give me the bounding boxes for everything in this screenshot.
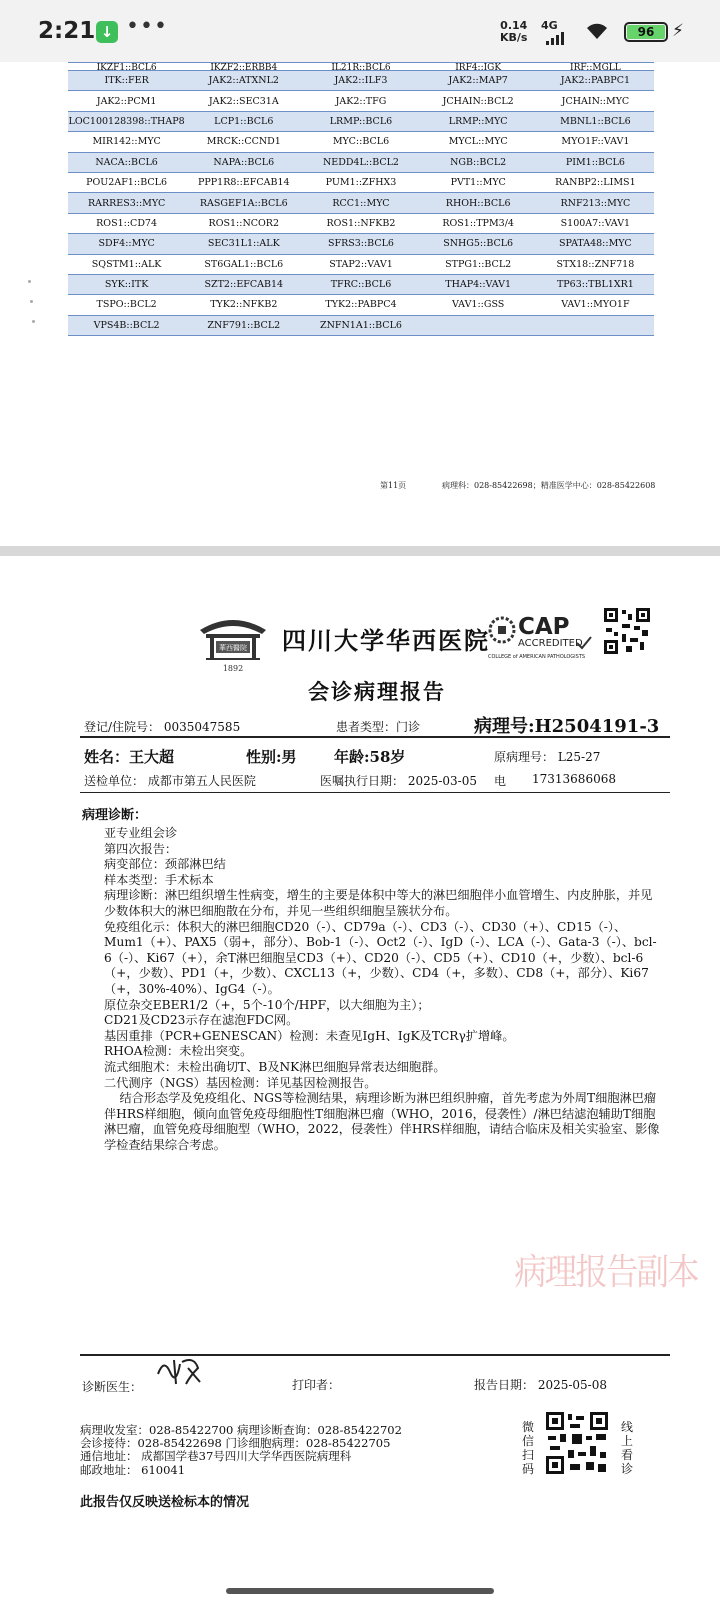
printer-label: 打印者： xyxy=(292,1378,341,1392)
diagnosis-line: 流式细胞术：未检出确切T、B及NK淋巴细胞异常表达细胞群。 xyxy=(104,1059,446,1074)
cap-accredited: ACCREDITED xyxy=(518,638,583,649)
table-row xyxy=(68,213,654,233)
diagnosis-line: 病理诊断：淋巴组织增生性病变，增生的主要是体积中等大的淋巴细胞伴小血管增生、内皮肿胀，并见少数体积大的淋巴细胞散在分布，并见一些组织细胞呈簇状分布。 xyxy=(104,888,653,918)
document-page-report[interactable] xyxy=(0,556,720,1586)
gene-fusion-cell: STAP2::VAV1 xyxy=(302,254,419,274)
page1-footer-contacts: 病理科：028-85422698；精准医学中心：028-85422608 xyxy=(442,481,656,490)
gene-fusion-cell: LRMP::MYC xyxy=(420,111,537,131)
gene-fusion-cell: MYCL::MYC xyxy=(420,132,537,152)
patient-type: 患者类型：门诊 xyxy=(336,720,421,734)
gene-fusion-cell: RASGEF1A::BCL6 xyxy=(185,193,302,213)
patient-age: 年龄:58岁 xyxy=(334,748,406,766)
gene-fusion-cell: JAK2::TFG xyxy=(302,91,419,111)
diagnosis-line: 免疫组化示：体积大的淋巴细胞CD20（-）、CD79a（-）、CD3（-）、CD30（+）、CD15（-）、Mum1（+）、PAX5（弱+，部分）、Bob-1（-）、Oct2（-）、IgD（-）、LCA（-）、Gata-3（-）、bcl-6（-）、Ki67（+），余T淋巴细胞呈CD3（+）、CD20（-）、CD5（+）、CD10（+，少数）、bcl-6（+，少数）、PD1（+，少数）、CXCL13（+，少数）、CD4（+，多数）、CD8（+，部分）、Ki67（+，30%-40%）、IgG4（-）。 xyxy=(104,919,657,996)
patient-info-divider xyxy=(80,792,670,793)
gene-fusion-cell: NGB::BCL2 xyxy=(420,152,537,172)
gene-fusion-cell: NEDD4L::BCL2 xyxy=(302,152,419,172)
gene-fusion-cell: TP63::TBL1XR1 xyxy=(537,274,654,294)
gene-fusion-cell: LOC100128398::THAP8 xyxy=(68,111,185,131)
gene-fusion-cell: IL21R::BCL6 xyxy=(302,63,419,71)
gene-fusion-cell: RNF213::MYC xyxy=(537,193,654,213)
table-row xyxy=(68,63,654,71)
table-row xyxy=(68,152,654,172)
gene-fusion-cell: STPG1::BCL2 xyxy=(420,254,537,274)
patient-name: 姓名：王大超 xyxy=(84,748,175,766)
original-pathology-number: 原病理号： L25-27 xyxy=(494,750,601,764)
diagnosis-line: 基因重排（PCR+GENESCAN）检测：未查见IgH、IgK及TCRγ扩增峰。 xyxy=(104,1028,515,1043)
gene-fusion-cell: TFRC::BCL6 xyxy=(302,274,419,294)
download-icon: ↓ xyxy=(96,21,118,43)
cap-subtitle: COLLEGE of AMERICAN PATHOLOGISTS xyxy=(488,654,586,660)
gene-fusion-cell: ITK::FER xyxy=(68,71,185,91)
gene-fusion-cell: IRF4::IGK xyxy=(420,63,537,71)
document-page-11[interactable] xyxy=(0,62,720,546)
gene-fusion-cell: SPATA48::MYC xyxy=(537,234,654,254)
table-row xyxy=(68,315,654,335)
cap-logo-text: CAP xyxy=(518,614,570,640)
table-row xyxy=(68,295,654,315)
gene-fusion-cell: IRF::MGLL xyxy=(537,63,654,71)
gene-fusion-cell: ST6GAL1::BCL6 xyxy=(185,254,302,274)
status-time: 2:21 xyxy=(38,18,96,44)
gene-fusion-cell: SZT2::EFCAB14 xyxy=(185,274,302,294)
checkmark-icon xyxy=(576,636,592,650)
gene-fusion-cell: IKZF1::BCL6 xyxy=(68,63,185,71)
gene-fusion-cell: PUM1::ZFHX3 xyxy=(302,172,419,192)
diagnosis-text xyxy=(104,826,664,1153)
gene-fusion-cell: VAV1::GSS xyxy=(420,295,537,315)
table-row xyxy=(68,71,654,91)
table-row xyxy=(68,274,654,294)
gene-fusion-cell: ROS1::TPM3/4 xyxy=(420,213,537,233)
gene-fusion-cell xyxy=(537,315,654,335)
gene-fusion-cell: SQSTM1::ALK xyxy=(68,254,185,274)
home-gesture-handle[interactable] xyxy=(226,1588,494,1594)
gene-fusion-cell: PPP1R8::EFCAB14 xyxy=(185,172,302,192)
diagnosis-line: 样本类型：手术标本 xyxy=(104,872,214,887)
gene-fusion-cell: VPS4B::BCL2 xyxy=(68,315,185,335)
wechat-scan-label: 微信扫码 xyxy=(521,1420,534,1476)
battery-level: 96 xyxy=(627,25,665,39)
online-consult-label: 线上看诊 xyxy=(620,1420,633,1476)
table-row xyxy=(68,193,654,213)
gene-fusion-cell: MRCK::CCND1 xyxy=(185,132,302,152)
diagnosis-line: 结合形态学及免疫组化、NGS等检测结果，病理诊断为淋巴组织肿瘤，首先考虑为外周T细胞淋巴瘤伴HRS样细胞，倾向血管免疫母细胞性T细胞淋巴瘤（WHO，2016，侵袭性）/淋巴结滤泡辅助T细胞淋巴瘤，血管免疫母细胞型（WHO，2022，侵袭性）伴HRS样细胞，请结合临床及相关实验室、影像学检查结果综合考虑。 xyxy=(104,1091,660,1152)
gene-fusion-cell: TYK2::PABPC4 xyxy=(302,295,419,315)
scan-speck xyxy=(32,320,35,323)
report-disclaimer: 此报告仅反映送检标本的情况 xyxy=(80,1495,250,1510)
gene-fusion-cell: SDF4::MYC xyxy=(68,234,185,254)
page-gap xyxy=(0,546,720,556)
gene-fusion-cell: JAK2::PABPC1 xyxy=(537,71,654,91)
gene-fusion-cell: ZNFN1A1::BCL6 xyxy=(302,315,419,335)
gene-fusion-cell: ZNF791::BCL2 xyxy=(185,315,302,335)
gene-fusion-cell: S100A7::VAV1 xyxy=(537,213,654,233)
scan-speck xyxy=(28,280,31,283)
gene-fusion-cell: IKZF2::ERBB4 xyxy=(185,63,302,71)
gene-fusion-cell xyxy=(420,315,537,335)
gene-fusion-cell: SEC31L1::ALK xyxy=(185,234,302,254)
gene-fusion-cell: JAK2::ILF3 xyxy=(302,71,419,91)
gene-fusion-cell: RARRES3::MYC xyxy=(68,193,185,213)
doctor-label: 诊断医生： xyxy=(82,1380,143,1394)
gene-fusion-cell: JAK2::PCM1 xyxy=(68,91,185,111)
table-row xyxy=(68,111,654,131)
pathology-number: 病理号:H2504191-3 xyxy=(474,716,660,737)
qr-code-header xyxy=(604,608,650,654)
fusion-gene-table xyxy=(68,62,654,336)
gene-fusion-cell: ROS1::NFKB2 xyxy=(302,213,419,233)
diagnosis-line: 二代测序（NGS）基因检测：详见基因检测报告。 xyxy=(104,1075,377,1090)
patient-sex: 性别:男 xyxy=(246,748,297,766)
registration-number: 登记/住院号： 0035047585 xyxy=(84,720,241,734)
table-row xyxy=(68,234,654,254)
huaxi-hospital-logo xyxy=(196,614,270,674)
gene-fusion-cell: PIM1::BCL6 xyxy=(537,152,654,172)
report-copy-stamp: 病理报告副本 xyxy=(514,1252,698,1293)
gene-fusion-cell: JAK2::SEC31A xyxy=(185,91,302,111)
hospital-name: 四川大学华西医院 xyxy=(282,626,490,655)
table-row xyxy=(68,172,654,192)
table-row xyxy=(68,254,654,274)
gene-fusion-cell: LCP1::BCL6 xyxy=(185,111,302,131)
cap-seal-icon xyxy=(488,616,516,644)
report-title: 会诊病理报告 xyxy=(308,679,446,704)
sending-unit: 送检单位： 成都市第五人民医院 xyxy=(84,774,256,788)
gene-fusion-cell: NACA::BCL6 xyxy=(68,152,185,172)
gene-fusion-cell: JAK2::MAP7 xyxy=(420,71,537,91)
gene-fusion-cell: MBNL1::BCL6 xyxy=(537,111,654,131)
diagnosis-line: 原位杂交EBER1/2（+，5个-10个/HPF，以大细胞为主）； xyxy=(104,997,430,1012)
cap-accreditation xyxy=(488,614,592,666)
order-execution-date: 医嘱执行日期： 2025-03-05 xyxy=(320,774,478,788)
signal-icon xyxy=(546,26,566,45)
charging-icon: ⚡ xyxy=(672,21,684,41)
gene-fusion-cell: RANBP2::LIMS1 xyxy=(537,172,654,192)
diagnosis-line: 亚专业组会诊 xyxy=(104,826,178,840)
more-notifications-icon: ••• xyxy=(126,14,168,39)
battery-icon xyxy=(624,22,668,42)
page-number: 第11页 xyxy=(380,481,407,490)
status-bar xyxy=(0,0,720,62)
logo-year: 1892 xyxy=(222,664,244,673)
diagnosis-section-title: 病理诊断： xyxy=(82,808,148,823)
navigation-bar xyxy=(0,1586,720,1600)
header-divider xyxy=(80,736,670,738)
contact-info: 病理收发室：028-85422700 病理诊断查询：028-85422702 会诊接待：028-85422698 门诊细胞病理：028-85422705 通信地址： 成都国学巷37号四川大学华西医院病理科 邮政地址： 610041 xyxy=(80,1423,402,1477)
diagnosis-line: 病变部位：颈部淋巴结 xyxy=(104,857,226,872)
gene-fusion-cell: JCHAIN::MYC xyxy=(537,91,654,111)
gene-fusion-cell: ROS1::NCOR2 xyxy=(185,213,302,233)
network-type: 4G xyxy=(541,19,558,32)
gene-fusion-cell: VAV1::MYO1F xyxy=(537,295,654,315)
diagnosis-line: CD21及CD23示存在滤泡FDC网。 xyxy=(104,1013,299,1028)
gene-fusion-cell: MYO1F::VAV1 xyxy=(537,132,654,152)
gene-fusion-cell: LRMP::BCL6 xyxy=(302,111,419,131)
report-date: 报告日期： 2025-05-08 xyxy=(474,1378,608,1392)
gene-fusion-cell: RCC1::MYC xyxy=(302,193,419,213)
gene-fusion-cell: TYK2::NFKB2 xyxy=(185,295,302,315)
gene-fusion-cell: RHOH::BCL6 xyxy=(420,193,537,213)
gene-fusion-cell: ROS1::CD74 xyxy=(68,213,185,233)
network-speed: 0.14 KB/s xyxy=(500,19,528,44)
gene-fusion-cell: MIR142::MYC xyxy=(68,132,185,152)
gene-fusion-cell: SFRS3::BCL6 xyxy=(302,234,419,254)
scan-speck xyxy=(30,300,33,303)
gene-fusion-cell: JAK2::ATXNL2 xyxy=(185,71,302,91)
phone-label: 电 xyxy=(494,774,507,788)
svg-text:華西醫院: 華西醫院 xyxy=(219,644,247,652)
wifi-icon xyxy=(585,22,609,45)
gene-fusion-cell: THAP4::VAV1 xyxy=(420,274,537,294)
table-row xyxy=(68,132,654,152)
doctor-signature xyxy=(154,1354,204,1388)
qr-code-online-consult[interactable] xyxy=(546,1412,608,1474)
gene-fusion-cell: NAPA::BCL6 xyxy=(185,152,302,172)
gene-fusion-cell: SNHG5::BCL6 xyxy=(420,234,537,254)
gene-fusion-cell: JCHAIN::BCL2 xyxy=(420,91,537,111)
gene-fusion-cell: STX18::ZNF718 xyxy=(537,254,654,274)
gene-fusion-cell: PVT1::MYC xyxy=(420,172,537,192)
diagnosis-line: 第四次报告： xyxy=(104,841,178,856)
diagnosis-line: RHOA检测：未检出突变。 xyxy=(104,1044,253,1059)
gene-fusion-cell: MYC::BCL6 xyxy=(302,132,419,152)
gene-fusion-cell: TSPO::BCL2 xyxy=(68,295,185,315)
table-row xyxy=(68,91,654,111)
gene-fusion-cell: POU2AF1::BCL6 xyxy=(68,172,185,192)
gene-fusion-cell: SYK::ITK xyxy=(68,274,185,294)
phone-number: 17313686068 xyxy=(532,772,616,786)
